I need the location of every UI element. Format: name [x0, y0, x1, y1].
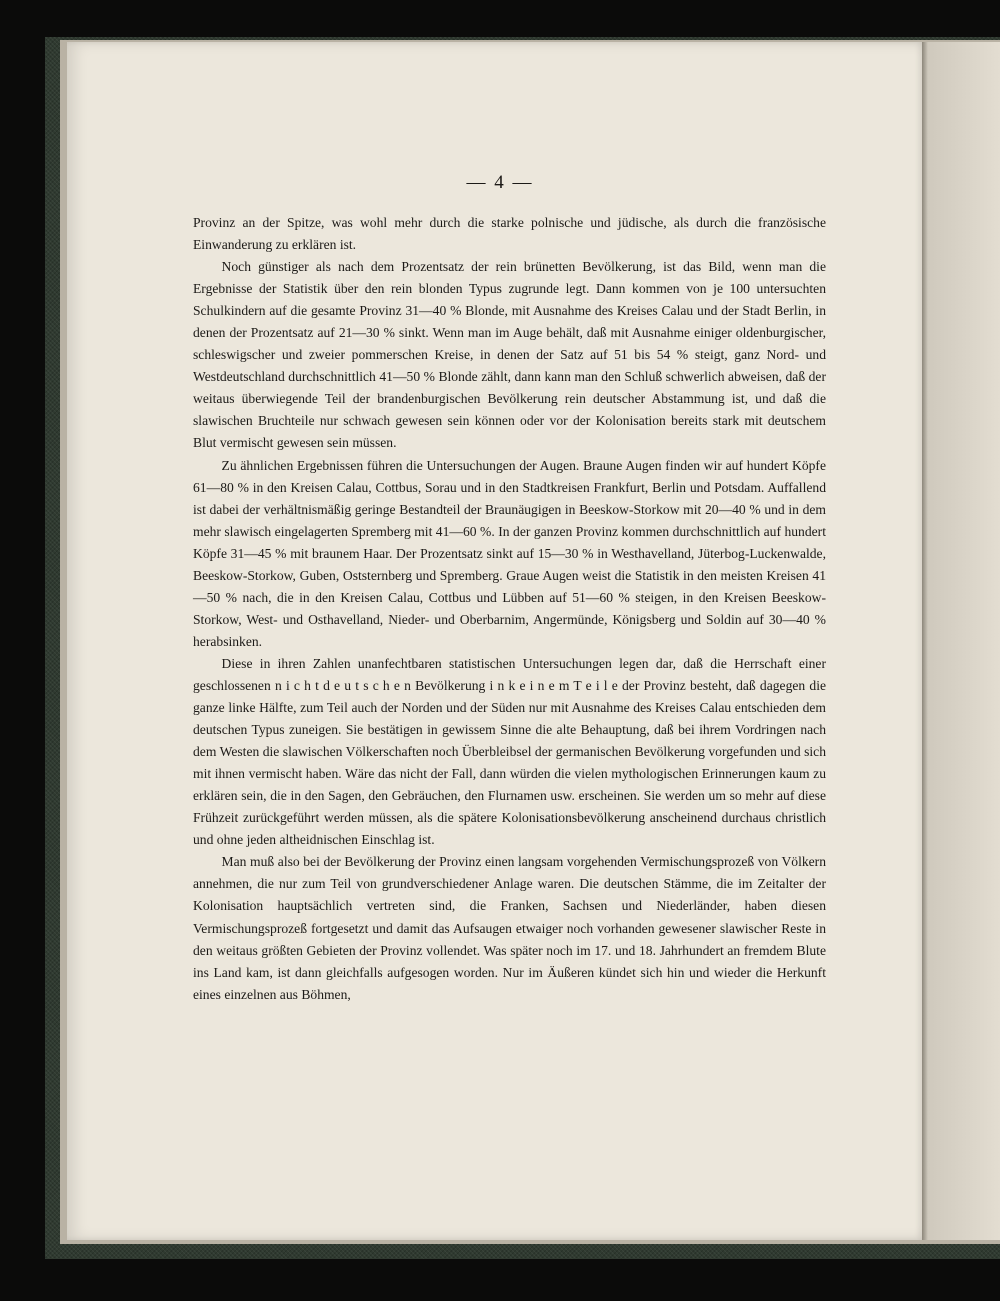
- paragraph: Diese in ihren Zahlen unanfechtbaren statistischen Untersuchungen legen dar, daß die Herrschaft einer geschlossenen n i c h t d e u t s c h e n Bevölkerung i n k e i n e m T e i l e der Provinz besteht, daß dagegen die ganze linke Hälfte, zum Teil auch der Norden und der Süden nur mit Ausnahme des Kreises Calau entschieden dem deutschen Typus zuneigen. Sie bestätigen in gewissem Sinne die alte Behauptung, daß bei ihrem Vordringen nach dem Westen die slawischen Völkerschaften noch Überbleibsel der germanischen Bevölkerung vorgefunden und sich mit ihnen vermischt haben. Wäre das nicht der Fall, dann würden die vielen mythologischen Erinnerungen kaum zu erklären sein, die in den Sagen, den Gebräuchen, den Flurnamen usw. erscheinen. Sie werden um so mehr auf diese Frühzeit zurückgeführt werden müssen, als die spätere Kolonisationsbevölkerung anscheinend durchaus christlich und ohne jeden altheidnischen Einschlag ist.: [193, 655, 826, 848]
- paragraph: Zu ähnlichen Ergebnissen führen die Untersuchungen der Augen. Braune Augen finden wir auf hundert Köpfe 61—80 % in den Kreisen Calau, Cottbus, Sorau und in den Stadtkreisen Frankfurt, Berlin und Potsdam. Auffallend ist dabei der verhältnismäßig geringe Bestandteil der Braunäugigen in Beeskow-Storkow mit 20—40 % und in dem mehr slawisch eingelagerten Spremberg mit 41—60 %. In der ganzen Provinz kommen durchschnittlich auf hundert Köpfe 31—45 % mit braunem Haar. Der Prozentsatz sinkt auf 15—30 % in Westhavelland, Jüterbog-Luckenwalde, Beeskow-Storkow, Guben, Oststernberg und Spremberg. Graue Augen weist die Statistik in den meisten Kreisen 41—50 % nach, die in den Kreisen Calau, Cottbus und Lübben auf 51—60 % steigen, in den Kreisen Beeskow-Storkow, West- und Osthavelland, Nieder- und Oberbarnim, Angermünde, Königsberg und Soldin auf 30—40 % herabsinken.: [193, 457, 826, 649]
- facing-page-edge: [922, 42, 1000, 1240]
- body-text: [193, 212, 826, 1006]
- paragraph: Noch günstiger als nach dem Prozentsatz der rein brünetten Bevölkerung, ist das Bild, wenn man die Ergebnisse der Statistik über den rein blonden Typus zugrunde legt. Dann kommen von je 100 untersuchten Schulkindern auf die gesamte Provinz 31—40 % Blonde, mit Ausnahme des Kreises Calau und der Stadt Berlin, in denen der Prozentsatz auf 21—30 % sinkt. Wenn man im Auge behält, daß mit Ausnahme einiger oldenburgischer, schleswigscher und zweier pommerschen Kreise, in denen der Satz auf 51 bis 54 % steigt, ganz Nord- und Westdeutschland durchschnittlich 41—50 % Blonde zählt, dann kann man den Schluß schwerlich abweisen, daß der weitaus überwiegende Teil der brandenburgischen Bevölkerung rein deutscher Abstammung ist, und daß die slawischen Bruchteile nur schwach gewesen sein können oder vor der Kolonisation bereits stark mit deutschem Blut vermischt gewesen sein müssen.: [193, 259, 826, 451]
- paragraph: Man muß also bei der Bevölkerung der Provinz einen langsam vorgehenden Vermischungsprozeß von Völkern annehmen, die nur zum Teil von grundverschiedener Anlage waren. Die deutschen Stämme, die im Zeitalter der Kolonisation hauptsächlich vertreten sind, die Franken, Sachsen und Niederländer, haben diesen Vermischungsprozeß fortgesetzt und damit das Aufsaugen etwaiger noch vorhanden gewesener slawischer Reste in den weitaus größten Gebieten der Provinz vollendet. Was später noch im 17. und 18. Jahrhundert an fremdem Blute ins Land kam, ist dann gleichfalls aufgesogen worden. Nur im Äußeren kündet sich hin und wieder die Herkunft eines einzelnen aus Böhmen,: [193, 854, 826, 1002]
- page-number: — 4 —: [466, 172, 534, 193]
- paragraph: Provinz an der Spitze, was wohl mehr durch die starke polnische und jüdische, als durch die französische Einwanderung zu erklären ist.: [193, 215, 826, 253]
